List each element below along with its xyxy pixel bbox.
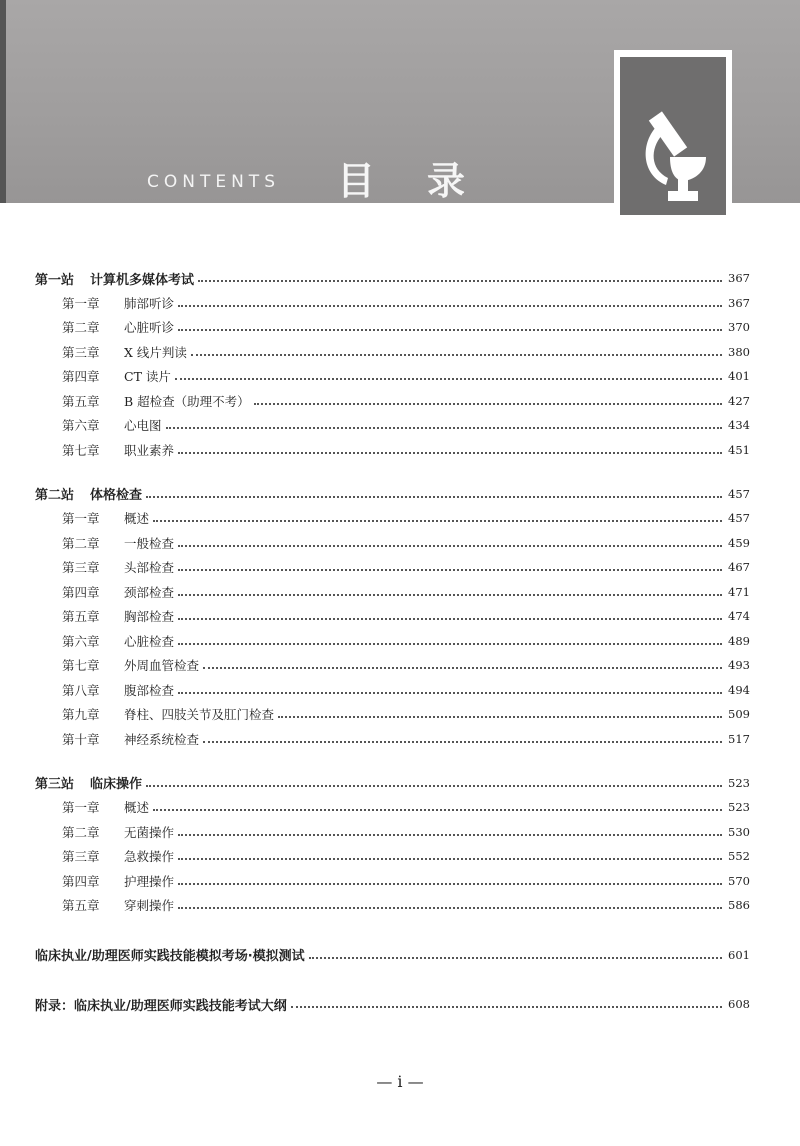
entry-title: 脊柱、四肢关节及肛门检查	[124, 707, 275, 723]
entry-title: 临床操作	[90, 777, 143, 793]
entry-title: 神经系统检查	[124, 731, 200, 747]
dot-leader	[178, 545, 722, 547]
dot-leader	[309, 957, 722, 959]
toc-chapter-entry[interactable]	[0, 820, 800, 845]
entry-number: 第三章	[62, 560, 100, 576]
entry-page-number: 434	[728, 418, 750, 433]
dot-leader	[178, 452, 722, 454]
entry-number: 第四章	[62, 873, 100, 889]
entry-title: 临床执业/助理医师实践技能模拟考场·模拟测试	[35, 949, 305, 965]
entry-number: 第九章	[62, 707, 100, 723]
microscope-icon	[620, 57, 726, 215]
entry-title: 附录：临床执业/助理医师实践技能考试大纲	[35, 998, 287, 1014]
entry-title: CT 读片	[124, 369, 171, 385]
dot-leader	[166, 427, 722, 429]
entry-title: 穿刺操作	[124, 898, 175, 914]
toc-chapter-entry[interactable]	[0, 340, 800, 365]
entry-title: 护理操作	[124, 873, 175, 889]
entry-page-number: 517	[728, 731, 750, 746]
toc-chapter-entry[interactable]	[0, 364, 800, 389]
entry-title: 外周血管检查	[124, 658, 200, 674]
dot-leader	[178, 594, 722, 596]
toc-chapter-entry[interactable]	[0, 869, 800, 894]
page-number-footer: — i —	[376, 1072, 424, 1091]
dot-leader	[175, 378, 722, 380]
entry-page-number: 459	[728, 535, 750, 550]
entry-page-number: 586	[728, 898, 750, 913]
toc-chapter-entry[interactable]	[0, 678, 800, 703]
toc-chapter-entry[interactable]	[0, 413, 800, 438]
toc-section-entry[interactable]	[0, 992, 800, 1017]
entry-title: 体格检查	[90, 488, 143, 504]
logo-box	[614, 50, 732, 218]
contents-title-en: CONTENTS	[147, 172, 280, 192]
entry-page-number: 457	[728, 511, 750, 526]
entry-title: 急救操作	[124, 849, 175, 865]
dot-leader	[191, 354, 722, 356]
dot-leader	[203, 667, 722, 669]
entry-page-number: 380	[728, 344, 750, 359]
entry-title: 头部检查	[124, 560, 175, 576]
entry-number: 第五章	[62, 393, 100, 409]
toc-chapter-entry[interactable]	[0, 702, 800, 727]
toc-chapter-entry[interactable]	[0, 727, 800, 752]
toc-chapter-entry[interactable]	[0, 580, 800, 605]
entry-number: 第一章	[62, 800, 100, 816]
toc-chapter-entry[interactable]	[0, 604, 800, 629]
entry-number: 第四章	[62, 369, 100, 385]
entry-page-number: 493	[728, 658, 750, 673]
entry-number: 第五章	[62, 898, 100, 914]
entry-number: 第八章	[62, 682, 100, 698]
entry-number: 第五章	[62, 609, 100, 625]
toc-chapter-entry[interactable]	[0, 531, 800, 556]
entry-page-number: 489	[728, 633, 750, 648]
dot-leader	[198, 280, 722, 282]
entry-number: 第七章	[62, 442, 100, 458]
entry-page-number: 370	[728, 320, 750, 335]
toc-section-entry[interactable]	[0, 943, 800, 968]
toc-chapter-entry[interactable]	[0, 555, 800, 580]
dot-leader	[153, 520, 722, 522]
toc-chapter-entry[interactable]	[0, 438, 800, 463]
entry-page-number: 570	[728, 873, 750, 888]
entry-title: 肺部听诊	[124, 295, 175, 311]
entry-number: 第三章	[62, 849, 100, 865]
toc-chapter-entry[interactable]	[0, 653, 800, 678]
entry-page-number: 494	[728, 682, 750, 697]
entry-page-number: 523	[728, 800, 750, 815]
dot-leader	[278, 716, 722, 718]
entry-page-number: 509	[728, 707, 750, 722]
dot-leader	[178, 329, 722, 331]
banner-edge	[0, 0, 6, 203]
entry-number: 第一站	[35, 272, 75, 288]
entry-title: 概述	[124, 800, 150, 816]
entry-page-number: 471	[728, 584, 750, 599]
dot-leader	[178, 569, 722, 571]
dot-leader	[178, 858, 722, 860]
entry-number: 第六章	[62, 633, 100, 649]
entry-title: 颈部检查	[124, 584, 175, 600]
toc-chapter-entry[interactable]	[0, 795, 800, 820]
toc-chapter-entry[interactable]	[0, 844, 800, 869]
entry-number: 第二章	[62, 824, 100, 840]
entry-page-number: 523	[728, 775, 750, 790]
entry-page-number: 552	[728, 849, 750, 864]
entry-page-number: 530	[728, 824, 750, 839]
dot-leader	[178, 643, 722, 645]
dot-leader	[178, 692, 722, 694]
entry-page-number: 427	[728, 393, 750, 408]
dot-leader	[146, 496, 722, 498]
entry-number: 第六章	[62, 418, 100, 434]
entry-page-number: 601	[728, 947, 750, 962]
entry-title: 心脏听诊	[124, 320, 175, 336]
entry-number: 第三站	[35, 777, 75, 793]
entry-title: B 超检查（助理不考）	[124, 393, 250, 409]
entry-page-number: 401	[728, 369, 750, 384]
toc-chapter-entry[interactable]	[0, 291, 800, 316]
entry-page-number: 467	[728, 560, 750, 575]
toc-chapter-entry[interactable]	[0, 315, 800, 340]
toc-chapter-entry[interactable]	[0, 629, 800, 654]
entry-number: 第三章	[62, 344, 100, 360]
entry-title: 腹部检查	[124, 682, 175, 698]
dot-leader	[146, 785, 722, 787]
contents-title-zh: 目录	[337, 159, 518, 203]
dot-leader	[178, 834, 722, 836]
dot-leader	[178, 618, 722, 620]
entry-page-number: 451	[728, 442, 750, 457]
dot-leader	[178, 305, 722, 307]
entry-number: 第二站	[35, 488, 75, 504]
entry-title: X 线片判读	[124, 344, 187, 360]
toc-section-entry[interactable]	[0, 482, 800, 507]
entry-title: 心脏检查	[124, 633, 175, 649]
toc-chapter-entry[interactable]	[0, 893, 800, 918]
entry-title: 心电图	[124, 418, 162, 434]
dot-leader	[178, 883, 722, 885]
entry-number: 第七章	[62, 658, 100, 674]
dot-leader	[203, 741, 722, 743]
entry-number: 第十章	[62, 731, 100, 747]
entry-page-number: 367	[728, 295, 750, 310]
entry-number: 第四章	[62, 584, 100, 600]
entry-page-number: 608	[728, 997, 750, 1012]
entry-title: 无菌操作	[124, 824, 175, 840]
table-of-contents	[0, 266, 800, 1017]
entry-title: 概述	[124, 511, 150, 527]
toc-chapter-entry[interactable]	[0, 506, 800, 531]
entry-number: 第一章	[62, 511, 100, 527]
entry-number: 第二章	[62, 320, 100, 336]
entry-title: 职业素养	[124, 442, 175, 458]
dot-leader	[178, 907, 722, 909]
entry-title: 一般检查	[124, 535, 175, 551]
entry-page-number: 367	[728, 271, 750, 286]
toc-section-entry[interactable]	[0, 771, 800, 796]
dot-leader	[291, 1006, 722, 1008]
entry-number: 第一章	[62, 295, 100, 311]
entry-title: 计算机多媒体考试	[90, 272, 195, 288]
toc-section-entry[interactable]	[0, 266, 800, 291]
dot-leader	[153, 809, 722, 811]
dot-leader	[254, 403, 722, 405]
entry-page-number: 457	[728, 486, 750, 501]
entry-title: 胸部检查	[124, 609, 175, 625]
entry-number: 第二章	[62, 535, 100, 551]
toc-chapter-entry[interactable]	[0, 389, 800, 414]
entry-page-number: 474	[728, 609, 750, 624]
